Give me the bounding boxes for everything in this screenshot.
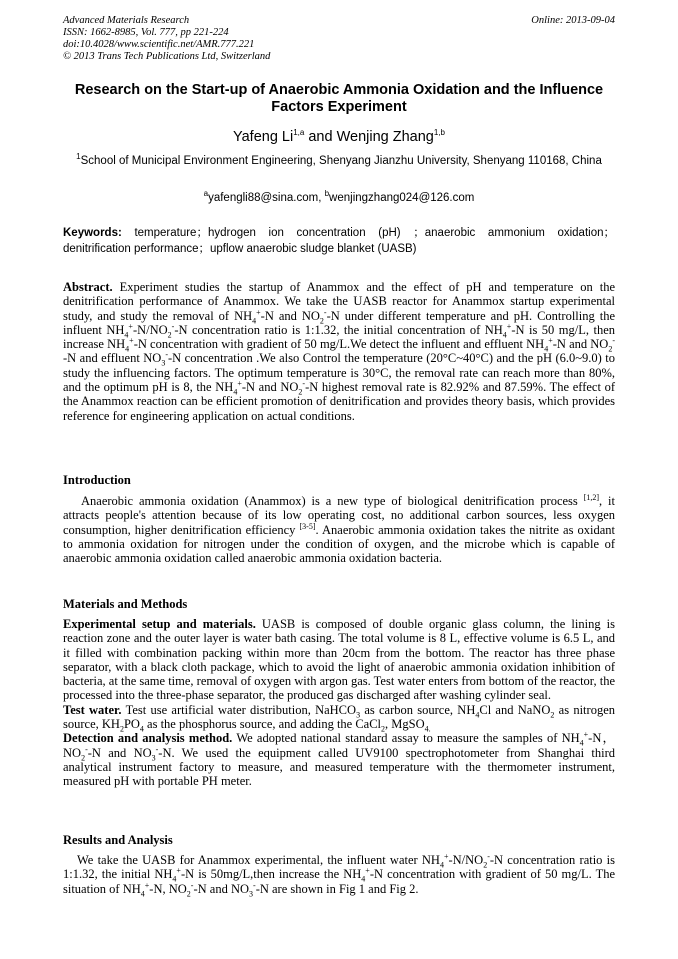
test-water-paragraph: Test water. Test use artificial water distribution, NaHCO$_3$ as carbon source, $NH_4Cl$ and NaNO$_2$ as nitrogen source, $KH_2PO_4$ as the phosphorus source, and adding the CaCl$_2$, MgSO$_{4.}$	[63, 702, 615, 734]
keywords	[63, 225, 615, 257]
abstract: Abstract. Experiment studies the startup of Anammox and the effect of pH and temperature on the denitrification performance of Anammox. We take the UASB reactor for Anammox startup experimental study, and study the removal of $NH_4^+-N$ and $NO_2^--N$ under different temperature and pH. Controlling the influent $NH_4^+-N/NO_2^--N$ concentration ratio is 1:1.32, the initial concentration of $NH_4^+-N$ is 50 mg/L, then increase $NH_4^+-N$ concentration with gradient of 50 mg/L.We detect the influent and effluent $NH_4^+-N$ and $NO_2^--N$ and effluent $NO_3^--N$ concentration .We also Control the temperature (20°C~40°C) and the pH (6.0~9.0) to study the influencing factors. The optimum temperature is 30°C, the removal rate can reach more than 80%, and the optimum pH is 8, the $NH_4^+-N$ and $NO_2^--N$ highest removal rate is 82.92% and 87.59%. The effect of the Anammox reaction can be efficient promotion of denitrification and provides theory basis, which provides reference for engineering application on actual conditions.	[63, 280, 616, 423]
abstract-label: Abstract.	[63, 280, 113, 294]
methods-text	[63, 617, 615, 789]
exp-setup-text: UASB is composed of double organic glass column, the lining is reaction zone and the outer layer is water bath casing. The total volume is 8 L, effective volume is 6.5 L, and it filled with combination packing within more than 20cm from the bottom. The reactor has three phase separator, with a black cloth package, which to avoid the light of anaerobic ammonia oxidation inhibition of bacteria, at the same time, removal of oxygen with argon gas. Test water enters from bottom of the reactor, the processed into the three-phase separator, the produced gas discharged after washing cylinder seal.	[63, 617, 615, 703]
email-b-marker: b	[324, 189, 330, 199]
doi-line: doi:10.4028/www.scientific.net/AMR.777.221	[63, 39, 255, 50]
introduction-heading: Introduction	[63, 473, 131, 487]
author-2-affil: 1,b	[433, 128, 445, 138]
email-a-marker: a	[203, 189, 209, 199]
test-water-label: Test water.	[63, 702, 122, 717]
exp-setup-paragraph	[63, 617, 615, 703]
author-2: Wenjing Zhang	[336, 129, 434, 145]
email-b: wenjingzhang024@126.com	[329, 192, 475, 204]
author-1: Yafeng Li	[233, 129, 294, 145]
methods-heading: Materials and Methods	[63, 597, 188, 611]
exp-setup-label: Experimental setup and materials.	[63, 617, 256, 631]
author-1-affil: 1,a	[293, 128, 305, 138]
issn-line: ISSN: 1662-8985, Vol. 777, pp 221-224	[63, 27, 229, 38]
introduction-text: Anaerobic ammonia oxidation (Anammox) is a new type of biological denitrification process [1,2], it attracts people's attention because of its low operating cost, no additional carbon sources, less oxygen consumption, higher denitrification efficiency [3-5]. Anaerobic ammonia oxidation takes the nitrite as oxidant to ammonia oxidation for nitrogen under the condition of oxygen, and the microbe which is capable of anaerobic ammonia oxidation called anaerobic ammonia oxidation bacteria.	[63, 492, 616, 566]
copyright-line: © 2013 Trans Tech Publications Ltd, Switzerland	[63, 51, 271, 62]
detection-paragraph: Detection and analysis method. We adopted national standard assay to measure the samples of $NH_4^+-N$，$NO_2^--N$ and $NO_3^--N$. We used the equipment called UV9100 spectrophotometer from Shanghai third analytical instrument factory to measure, and measured temperature with the thermometer instrument, measured pH with portable PH meter.	[63, 730, 615, 789]
email-line	[63, 189, 615, 204]
journal-header	[63, 15, 615, 63]
online-date: Online: 2013-09-04	[531, 15, 615, 26]
author-line	[63, 129, 615, 145]
keywords-label: Keywords:	[63, 227, 122, 239]
results-heading: Results and Analysis	[63, 833, 173, 847]
affiliation-marker: 1	[76, 152, 81, 162]
affiliation-text: School of Municipal Environment Engineering, Shenyang Jianzhu University, Shenyang 110168, China	[80, 155, 602, 167]
detection-label: Detection and analysis method.	[63, 731, 233, 746]
affiliation	[63, 154, 615, 169]
email-a: yafengli88@sina.com,	[208, 192, 325, 204]
journal-name: Advanced Materials Research	[63, 15, 190, 26]
results-text: We take the UASB for Anammox experimental, the influent water $NH_4^+-N/NO_2^--N$ concentration ratio is 1:1.32, the initial $NH_4^+-N$ is 50mg/L,then increase the $NH_4^+-N$ concentration with gradient of 50 mg/L. The situation of $NH_4^+-N$, $NO_2^--N$ and $NO_3^--N$ are shown in Fig 1 and Fig 2.	[63, 851, 615, 899]
keywords-text: temperature；hydrogen ion concentration (pH) ；anaerobic ammonium oxidation；denitrification performance；upflow anaerobic sludge blanket (UASB)	[63, 227, 615, 255]
paper-title: Research on the Start-up of Anaerobic Ammonia Oxidation and the Influence Factors Experiment	[74, 82, 604, 115]
author-conjunction: and	[304, 129, 337, 145]
